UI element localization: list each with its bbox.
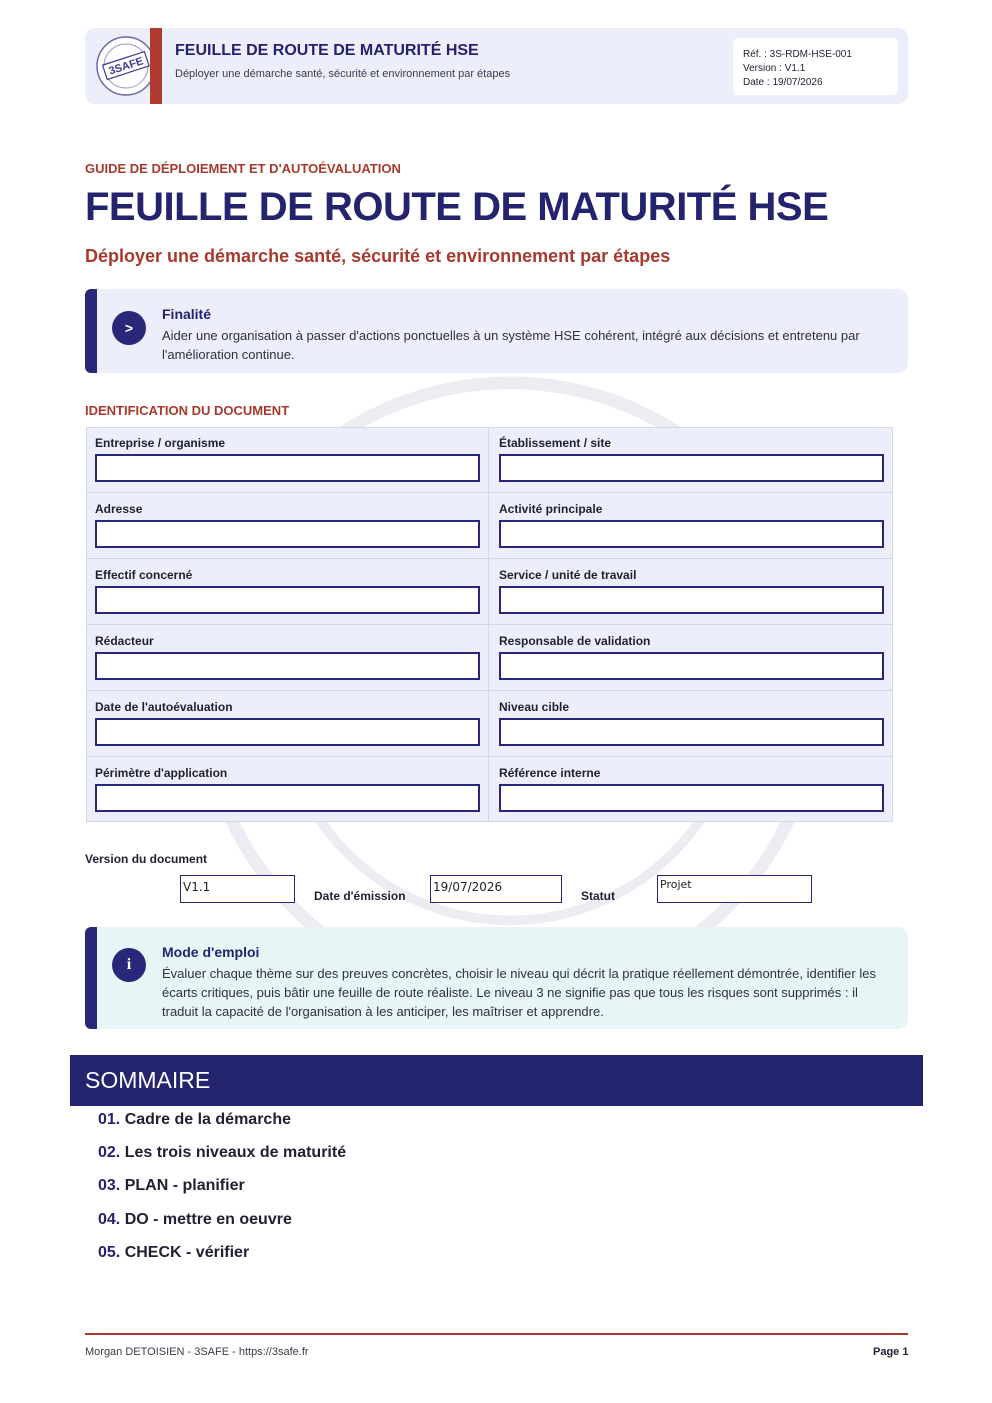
page-subtitle: Déployer une démarche santé, sécurité et environnement par étapes: [85, 246, 671, 266]
field-label-responsable: Responsable de validation: [499, 634, 651, 648]
activite-input[interactable]: [499, 520, 884, 548]
field-label-entreprise: Entreprise / organisme: [95, 436, 226, 450]
chevron-right-icon: >: [112, 311, 146, 345]
header-title: FEUILLE DE ROUTE DE MATURITÉ HSE: [175, 42, 479, 59]
footer-author: Morgan DETOISIEN - 3SAFE - https://3safe.fr: [85, 1346, 309, 1358]
redacteur-input[interactable]: [95, 652, 480, 680]
adresse-input[interactable]: [95, 520, 480, 548]
toc-item-number: 05.: [98, 1244, 121, 1261]
mode-emploi-accent-bar: [85, 927, 97, 1029]
grid-divider: [86, 558, 893, 559]
toc-item-label: Cadre de la démarche: [120, 1111, 291, 1128]
entreprise-input[interactable]: [95, 454, 480, 482]
field-label-adresse: Adresse: [95, 502, 143, 516]
grid-divider: [86, 690, 893, 691]
date-autoevaluation-input[interactable]: [95, 718, 480, 746]
meta-date: Date : 19/07/2026: [743, 77, 823, 88]
toc-item-number: 01.: [98, 1111, 121, 1128]
service-input[interactable]: [499, 586, 884, 614]
grid-divider: [86, 756, 893, 757]
identification-heading: IDENTIFICATION DU DOCUMENT: [85, 403, 290, 418]
footer-divider: [85, 1333, 908, 1335]
date-emission-label: Date d'émission: [314, 889, 406, 903]
date-emission-input[interactable]: 19/07/2026: [430, 875, 562, 903]
header-accent-bar: [150, 28, 162, 104]
sommaire-title: SOMMAIRE: [85, 1067, 211, 1093]
mode-emploi-title: Mode d'emploi: [162, 944, 260, 960]
grid-divider: [86, 624, 893, 625]
info-icon: i: [112, 948, 146, 982]
niveau-cible-input[interactable]: [499, 718, 884, 746]
field-label-activite: Activité principale: [499, 502, 603, 516]
toc-item-label: DO - mettre en oeuvre: [120, 1211, 292, 1228]
header-subtitle: Déployer une démarche santé, sécurité et environnement par étapes: [175, 68, 511, 80]
toc-item[interactable]: [98, 1177, 245, 1195]
field-label-reference-interne: Référence interne: [499, 766, 601, 780]
field-label-service: Service / unité de travail: [499, 568, 637, 582]
statut-input[interactable]: Projet: [657, 875, 812, 903]
toc-item[interactable]: [98, 1244, 249, 1262]
finalite-title: Finalité: [162, 306, 212, 322]
field-label-redacteur: Rédacteur: [95, 634, 154, 648]
field-label-effectif: Effectif concerné: [95, 568, 193, 582]
toc-item-label: Les trois niveaux de maturité: [120, 1144, 347, 1161]
page-title: FEUILLE DE ROUTE DE MATURITÉ HSE: [85, 185, 829, 229]
version-input[interactable]: V1.1: [180, 875, 295, 903]
reference-interne-input[interactable]: [499, 784, 884, 812]
finalite-text: Aider une organisation à passer d'actions ponctuelles à un système HSE cohérent, intégré aux décisions et entretenu par l'amélioration continue.: [162, 328, 860, 362]
logo-text: 3SAFE: [107, 55, 145, 78]
mode-emploi-text: Évaluer chaque thème sur des preuves concrètes, choisir le niveau qui décrit la pratique réellement démontrée, identifier les écarts critiques, puis bâtir une feuille de route réaliste. Le niveau 3 ne signifie pas que tous les risques sont supprimés : il traduit la capacité de l'organisation à les anticiper, les maîtriser et apprendre.: [162, 966, 876, 1019]
field-label-date-autoevaluation: Date de l'autoévaluation: [95, 700, 233, 714]
toc-item-label: PLAN - planifier: [120, 1177, 245, 1194]
meta-reference: Réf. : 3S-RDM-HSE-001: [743, 49, 852, 60]
version-label: Version du document: [85, 852, 208, 866]
meta-version: Version : V1.1: [743, 63, 806, 74]
toc-item-number: 04.: [98, 1211, 121, 1228]
field-label-perimetre: Périmètre d'application: [95, 766, 228, 780]
page-number: Page 1: [873, 1346, 909, 1358]
etablissement-input[interactable]: [499, 454, 884, 482]
logo-stamp-icon: [94, 34, 158, 98]
toc-item-number: 03.: [98, 1177, 121, 1194]
statut-label: Statut: [581, 889, 615, 903]
field-label-niveau-cible: Niveau cible: [499, 700, 570, 714]
perimetre-input[interactable]: [95, 784, 480, 812]
toc-item-label: CHECK - vérifier: [120, 1244, 250, 1261]
finalite-accent-bar: [85, 289, 97, 373]
toc-item[interactable]: [98, 1211, 292, 1229]
toc-item[interactable]: [98, 1111, 291, 1129]
toc-item[interactable]: [98, 1144, 346, 1162]
field-label-etablissement: Établissement / site: [499, 436, 612, 450]
responsable-input[interactable]: [499, 652, 884, 680]
toc-item-number: 02.: [98, 1144, 121, 1161]
kicker: GUIDE DE DÉPLOIEMENT ET D'AUTOÉVALUATION: [85, 161, 401, 176]
effectif-input[interactable]: [95, 586, 480, 614]
grid-divider: [86, 492, 893, 493]
